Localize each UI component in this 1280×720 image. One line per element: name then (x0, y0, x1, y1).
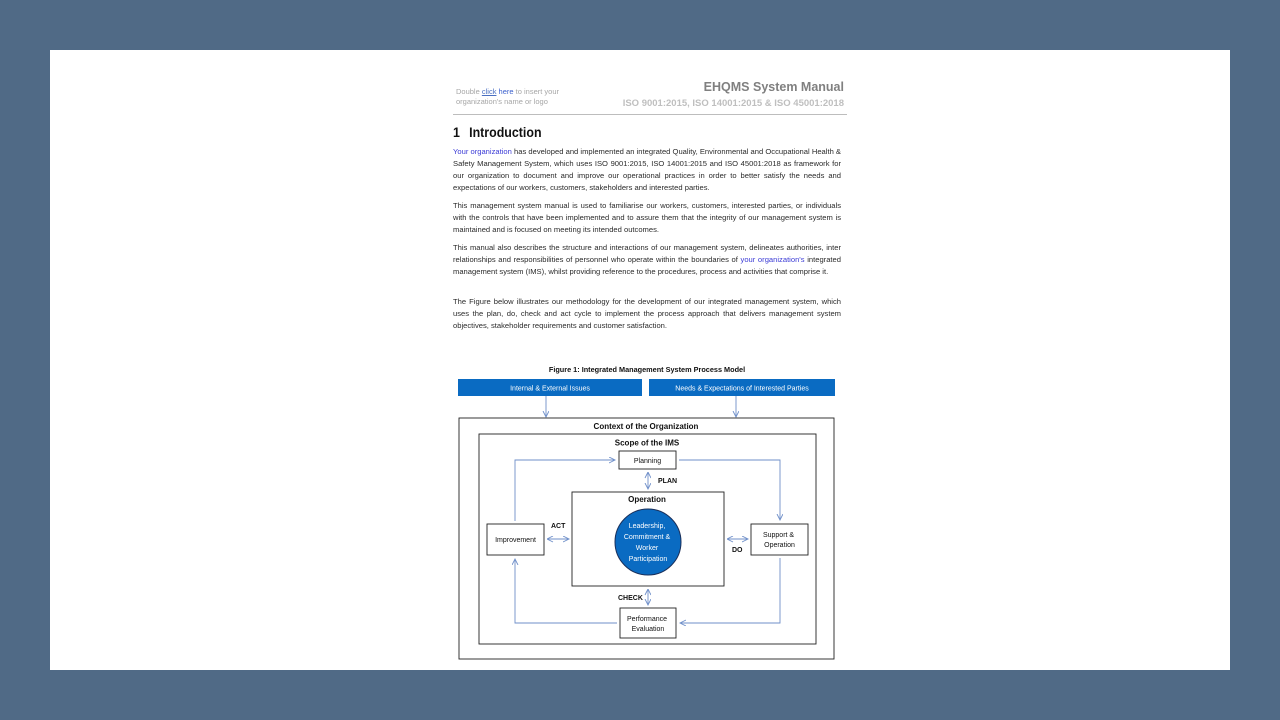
paragraph-4: The Figure below illustrates our methodology for the development of our integrated management system, which uses the plan, do, check and act cycle to implement the process approach that delivers management system objectives, stakeholder requirements and customer satisfaction. (453, 297, 841, 330)
paragraph-2: This management system manual is used to familiarise our workers, customers, interested parties, or individuals with the controls that have been implemented and to assure them that the integrity of our management system is maintained and is focused on meeting its intended outcomes. (453, 201, 841, 234)
paragraph-3-pre: This manual also describes the structure and interactions of our management system, delineates authorities, inter relationships and responsibilities of personnel who operate within the boundaries of (453, 243, 841, 264)
leadership-circle (615, 509, 681, 575)
organization-link-2[interactable]: your organization's (740, 255, 805, 264)
leadership-line-3: Worker (635, 545, 659, 552)
figure-caption: Figure 1: Integrated Management System Process Model (548, 365, 746, 374)
ims-process-model-diagram (453, 78, 847, 670)
paragraph-3-post: integrated management system (IMS), whilst providing reference to the procedures, process and activities that comprise it. (453, 255, 841, 276)
performance-evaluation-box (620, 608, 676, 638)
improvement-label: Improvement (495, 537, 536, 544)
document-preview-sheet (50, 50, 1230, 670)
leadership-line-1: Leadership, (628, 523, 666, 530)
organization-link[interactable]: Your organization (453, 147, 512, 156)
input-needs-label: Needs & Expectations of Interested Parties (675, 385, 809, 393)
logo-hint-click-link[interactable]: click (481, 87, 497, 96)
leadership-line-4: Participation (628, 556, 668, 563)
scope-label: Scope of the IMS (614, 438, 680, 448)
act-label: ACT (551, 523, 566, 530)
support-line-1: Support & (762, 532, 795, 539)
leadership-line-2: Commitment & (623, 534, 671, 541)
logo-hint-here[interactable]: here (498, 87, 514, 96)
operation-label: Operation (628, 495, 666, 504)
manual-title: EHQMS System Manual (703, 80, 844, 94)
input-issues-label: Internal & External Issues (510, 385, 590, 393)
paragraph-1-text: has developed and implemented an integrated Quality, Environmental and Occupational Health & Safety Management System, which uses ISO 9001:2015, ISO 14001:2015 and ISO 45001:2018 as framework for our organization to document and improve our operational practices in order to better satisfy the needs and expectations of our workers, customers, stakeholders and interested parties. (453, 147, 841, 192)
manual-page (453, 78, 847, 670)
performance-line-1: Performance (626, 616, 668, 623)
planning-label: Planning (633, 458, 662, 465)
plan-label: PLAN (658, 478, 678, 485)
section-number: 1 (453, 125, 460, 140)
context-label: Context of the Organization (593, 422, 699, 431)
section-title: Introduction (469, 125, 542, 140)
performance-line-2: Evaluation (631, 626, 665, 633)
check-label: CHECK (618, 595, 643, 602)
do-label: DO (732, 547, 743, 554)
support-operation-box (751, 524, 808, 555)
logo-hint-pre: Double (456, 87, 482, 96)
logo-hint-post: to insert your organization's name or logo (456, 87, 559, 106)
support-line-2: Operation (764, 542, 795, 549)
manual-standards: ISO 9001:2015, ISO 14001:2015 & ISO 45001:2018 (622, 98, 844, 109)
